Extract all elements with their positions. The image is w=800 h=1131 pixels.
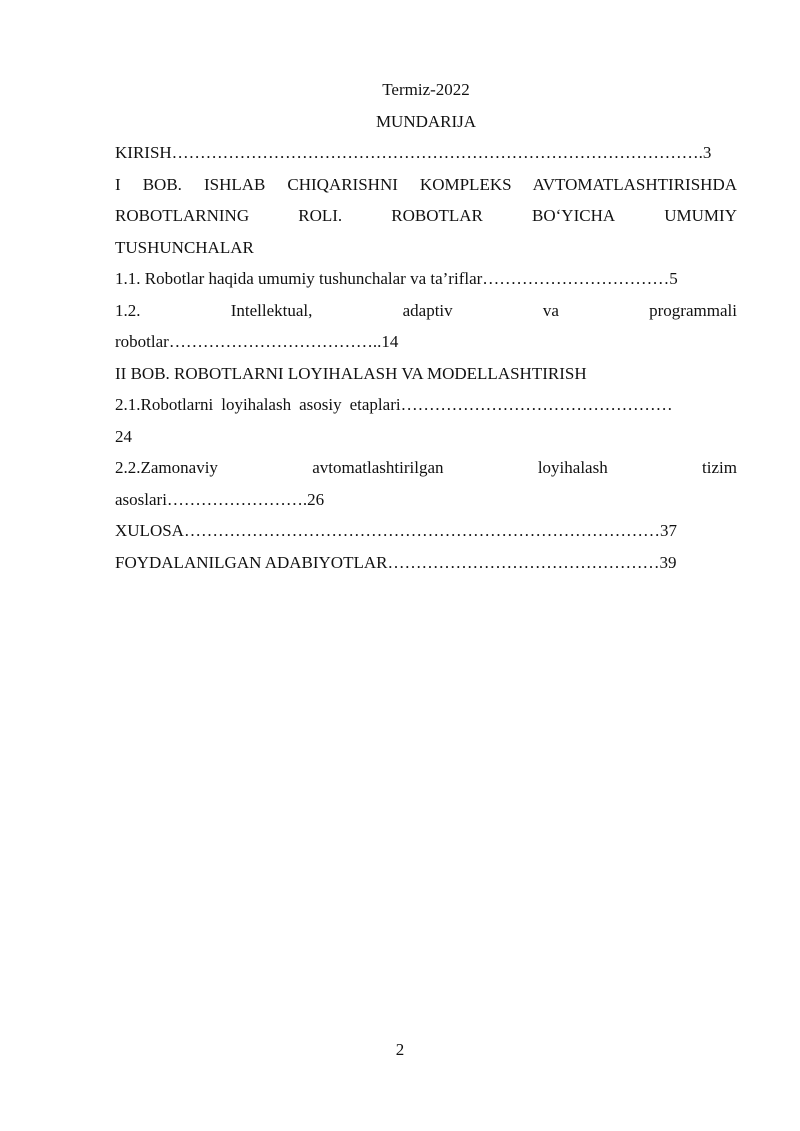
toc-word: va (542, 300, 559, 320)
toc-entry-2-2-line1 (115, 452, 737, 484)
toc-word: Intellektual, (230, 300, 313, 320)
document-page (115, 74, 737, 578)
toc-chapter1-line1 (115, 169, 737, 201)
toc-word: etaplari………………………………………… (349, 395, 673, 414)
toc-word: tizim (702, 458, 737, 477)
toc-chapter1-title-line1: I BOB. ISHLAB CHIQARISHNI KOMPLEKS AVTOMATLASHTIRISHDA (115, 174, 737, 194)
toc-entry-1-1: 1.1. Robotlar haqida umumiy tushunchalar va ta’riflar……………………………5 (115, 269, 678, 288)
toc-entry-2-1-line1 (115, 389, 737, 421)
toc-entry-1-2-line1 (115, 295, 737, 327)
toc-word: loyihalash (537, 458, 608, 477)
toc-word: 2.1.Robotlarni (115, 395, 214, 414)
toc-word: avtomatlashtirilgan (312, 458, 444, 477)
toc-chapter2: II BOB. ROBOTLARNI LOYIHALASH VA MODELLASHTIRISH (115, 363, 587, 383)
toc-word: ROLI. (298, 206, 343, 225)
toc-word: adaptiv (402, 300, 453, 320)
toc-word: UMUMIY (664, 206, 737, 225)
page-number: 2 (395, 1040, 405, 1059)
toc-entry-xulosa: XULOSA…………………………………………………………………………37 (115, 521, 677, 540)
toc-entry-adabiyotlar: FOYDALANILGAN ADABIYOTLAR…………………………………………39 (115, 552, 677, 572)
toc-word: 2.2.Zamonaviy (115, 458, 218, 477)
toc-word: asosiy (299, 395, 342, 414)
toc-word: programmali (649, 300, 737, 320)
toc-word: ROBOTLAR (391, 206, 483, 225)
toc-chapter1-line2 (115, 200, 737, 232)
toc-word: loyihalash (221, 395, 292, 414)
toc-chapter1-line3: TUSHUNCHALAR (115, 237, 254, 257)
toc-entry-2-2-line2: asoslari…………………….26 (115, 489, 325, 509)
toc-entry-2-1-line2: 24 (115, 426, 132, 446)
place-year: Termiz-2022 (382, 80, 470, 99)
toc-word: ROBOTLARNING (115, 206, 250, 225)
toc-entry-kirish: KIRISH………………………………………………………………………………….3 (115, 143, 712, 162)
toc-word: BO‘YICHA (532, 206, 616, 225)
toc-title: MUNDARIJA (375, 111, 477, 131)
toc-word: 1.2. (115, 300, 141, 320)
toc-entry-1-2-line2: robotlar………………………………..14 (115, 332, 399, 351)
